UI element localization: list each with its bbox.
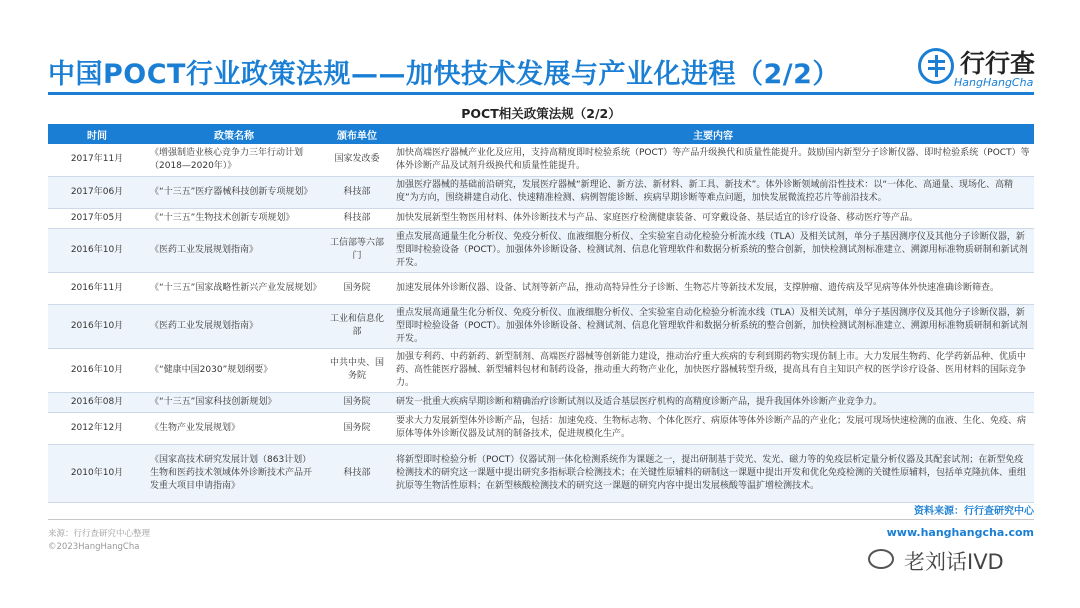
hanghangcha-logo-icon [918,48,954,84]
cell-time: 2017年05月 [48,208,146,228]
table-row [48,348,1034,392]
table-row [48,412,1034,444]
policy-table [48,124,1034,503]
cell-content: 重点发展高通量生化分析仪、免疫分析仪、血液细胞分析仪、全实验室自动化检验分析流水线（TLA）及相关试剂，单分子基因测序仪及其他分子诊断仪器，新型即时检验设备（POCT）。加强体外诊断设备、检测试剂、信息化管理软件和数据分析系统的整合创新，加快检测试剂标准建立、溯源用标准物质研制和新试剂开发。 [392,304,1034,348]
cell-content: 重点发展高通量生化分析仪、免疫分析仪、血液细胞分析仪、全实验室自动化检验分析流水线（TLA）及相关试剂，单分子基因测序仪及其他分子诊断仪器，新型即时检验设备（POCT）。加强体外诊断设备、检测试剂、信息化管理软件和数据分析系统的整合创新，加快检测试剂标准建立、溯源用标准物质研制和新试剂开发。 [392,228,1034,272]
cell-content: 将新型即时检验分析（POCT）仪器试剂一体化检测系统作为课题之一，提出研制基于荧光、发光、磁力等的免疫层析定量分析仪器及其配套试剂；在新型免疫检测技术的研究这一课题中提出研究多指标联合检测技术；在关键性原辅料的研制这一课题中提出开发和优化免疫检测的关键性原辅料，包括单克隆抗体、重组抗原等生物活性原料；在新型核酸检测技术的研究这一课题的研究内容中提出发展核酸等温扩增检测技术。 [392,444,1034,502]
footer-divider [48,519,1034,520]
cell-issuer: 国务院 [322,412,392,444]
brand-logo [918,44,1048,92]
cell-content: 加强医疗器械的基础前沿研究，发展医疗器械“新理论、新方法、新材料、新工具、新技术”。体外诊断领域前沿性技术：以“一体化、高通量、现场化、高精度”为方向，围绕耕建自动化、快速精准检测、病例智能诊断、疾病早期诊断等难点问题，加快发展微流控芯片等前沿技术。 [392,176,1034,208]
cell-policy-name: 《“十三五”医疗器械科技创新专项规划》 [146,176,322,208]
cell-time: 2016年10月 [48,228,146,272]
cell-content: 加速发展体外诊断仪器、设备、试剂等新产品，推动高特异性分子诊断、生物芯片等新技术发展，支撑肿瘤、遗传病及罕见病等体外快速准确诊断筛查。 [392,272,1034,304]
table-row [48,392,1034,412]
table-row [48,272,1034,304]
cell-time: 2017年11月 [48,144,146,176]
cell-policy-name: 《“十三五”生物技术创新专项规划》 [146,208,322,228]
cell-time: 2017年06月 [48,176,146,208]
footer-note: 来源：行行查研究中心整理 [48,529,151,539]
cell-time: 2010年10月 [48,444,146,502]
wechat-icon [868,549,894,569]
cell-issuer: 国务院 [322,392,392,412]
cell-content: 要求大力发展新型体外诊断产品，包括：加速免疫、生物标志物、个体化医疗、病原体等体外诊断产品的产业化；发展可现场快速检测的血液、生化、免疫、病原体等体外诊断仪器及试剂的制备技术，促进规模化生产。 [392,412,1034,444]
cell-policy-name: 《生物产业发展规划》 [146,412,322,444]
table-caption: POCT相关政策法规（2/2） [461,106,621,121]
cell-policy-name: 《“十三五”国家战略性新兴产业发展规划》 [146,272,322,304]
cell-issuer: 中共中央、国务院 [322,348,392,392]
cell-policy-name: 《医药工业发展规划指南》 [146,304,322,348]
cell-issuer: 国务院 [322,272,392,304]
cell-issuer: 工业和信息化部 [322,304,392,348]
cell-time: 2016年11月 [48,272,146,304]
cell-policy-name: 《医药工业发展规划指南》 [146,228,322,272]
cell-content: 加快发展新型生物医用材料、体外诊断技术与产品、家庭医疗检测健康装备、可穿戴设备、基层适宜的诊疗设备、移动医疗等产品。 [392,208,1034,228]
cell-issuer: 科技部 [322,444,392,502]
table-row [48,228,1034,272]
title-divider [48,92,1034,95]
column-header-content: 主要内容 [392,124,1034,144]
table-row [48,208,1034,228]
table-row [48,144,1034,176]
column-header-issuer: 颁布单位 [322,124,392,144]
website-link[interactable]: www.hanghangcha.com [886,526,1034,539]
table-header-row [48,124,1034,144]
cell-policy-name: 《国家高技术研究发展计划（863计划）生物和医药技术领域体外诊断技术产品开发重大项目申请指南》 [146,444,322,502]
cell-time: 2012年12月 [48,412,146,444]
logo-en-text: HangHangCha [954,76,1034,89]
cell-time: 2016年10月 [48,304,146,348]
cell-time: 2016年10月 [48,348,146,392]
logo-cn-text: 行行查 [960,49,1036,78]
watermark-text: 老刘话IVD [904,550,1004,574]
table-row [48,304,1034,348]
cell-content: 研发一批重大疾病早期诊断和精确治疗诊断试剂以及适合基层医疗机构的高精度诊断产品，提升我国体外诊断产业竞争力。 [392,392,1034,412]
column-header-name: 政策名称 [146,124,322,144]
cell-issuer: 科技部 [322,208,392,228]
cell-time: 2016年08月 [48,392,146,412]
cell-issuer: 工信部等六部门 [322,228,392,272]
column-header-time: 时间 [48,124,146,144]
data-source: 资料来源：行行查研究中心 [914,506,1034,517]
cell-content: 加快高端医疗器械产业化及应用，支持高精度即时检验系统（POCT）等产品升级换代和质量性能提升。鼓励国内新型分子诊断仪器、即时检验系统（POCT）等体外诊断产品及试剂升级换代和质量性能提升。 [392,144,1034,176]
cell-content: 加强专利药、中药新药、新型制剂、高端医疗器械等创新能力建设，推动治疗重大疾病的专利到期药物实现仿制上市。大力发展生物药、化学药新品种、优质中药、高性能医疗器械、新型辅料包材和制药设备，推动重大药物产业化，加快医疗器械转型升级，提高具有自主知识产权的医学诊疗设备、医用材料的国际竞争力。 [392,348,1034,392]
table-row [48,444,1034,502]
cell-policy-name: 《“健康中国2030”规划纲要》 [146,348,322,392]
cell-issuer: 科技部 [322,176,392,208]
page-title: 中国POCT行业政策法规——加快技术发展与产业化进程（2/2） [48,59,840,90]
cell-issuer: 国家发改委 [322,144,392,176]
table-row [48,176,1034,208]
cell-policy-name: 《增强制造业核心竞争力三年行动计划（2018—2020年）》 [146,144,322,176]
footer-copyright: ©2023HangHangCha [48,542,140,552]
watermark [868,544,1048,576]
cell-policy-name: 《“十三五”国家科技创新规划》 [146,392,322,412]
